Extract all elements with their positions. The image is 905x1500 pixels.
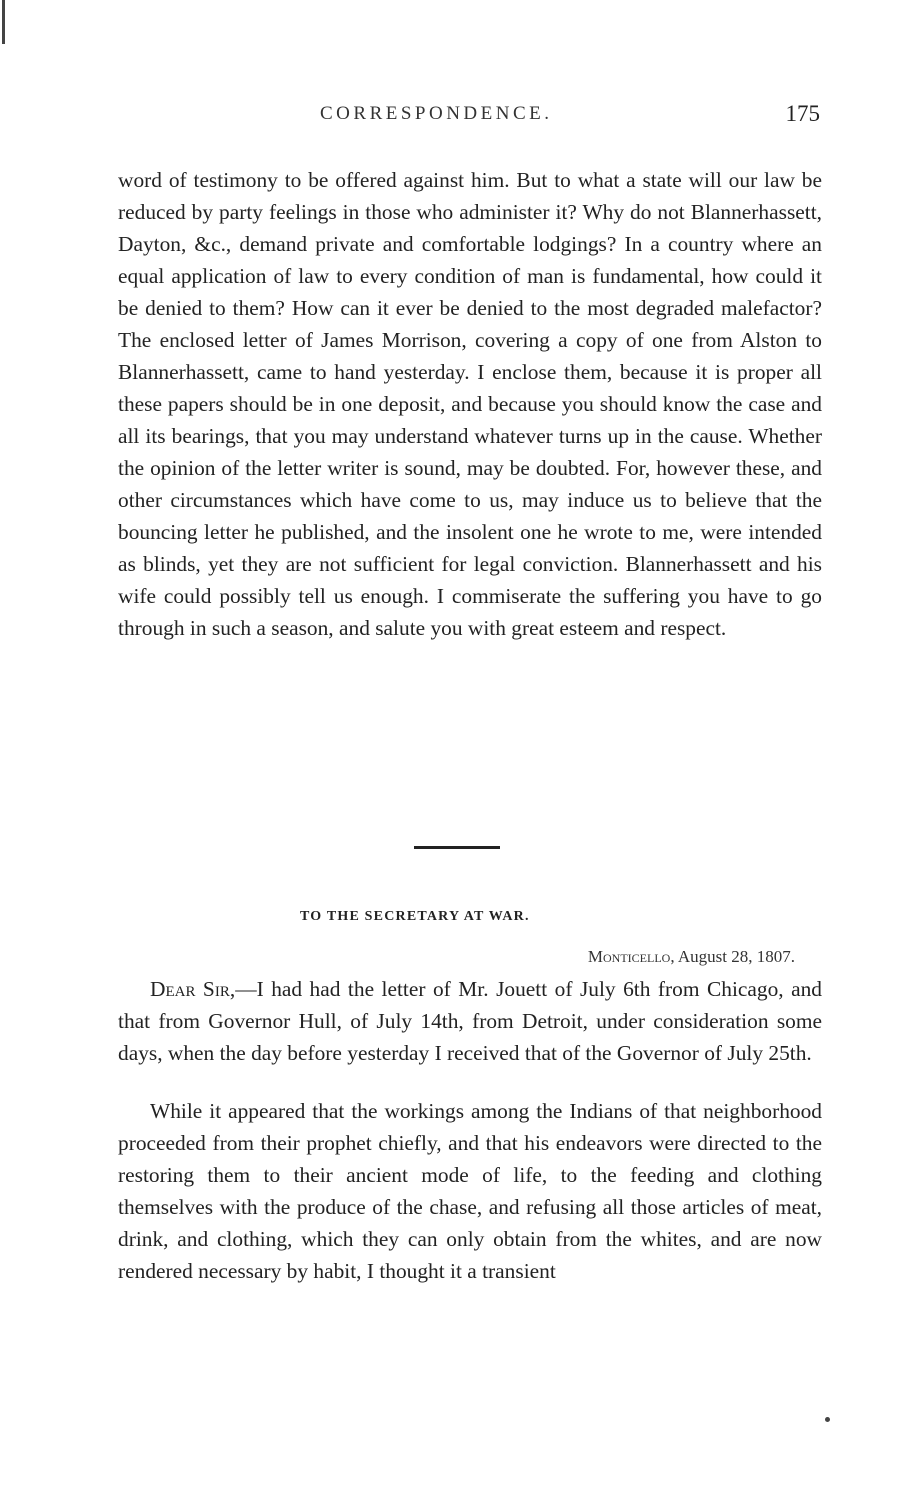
paragraph-text: ,—I had had the letter of Mr. Jouett of July 6th from Chicago, and that from Governor Hull, of July 14th, from Detroit, under consideration some days, when the day before yesterday I received that of the Governor of July 25th. [118, 977, 822, 1065]
letter-dateline [588, 947, 795, 967]
paragraph: While it appeared that the workings among the Indians of that neighborhood proceeded from their prophet chiefly, and that his endeavors were directed to the restoring them to their ancient mode of life, to the feeding and clothing themselves with the produce of the chase, and refusing all those articles of meat, drink, and clothing, which they can only obtain from the whites, and are now rendered necessary by habit, I thought it a transient [118, 1099, 822, 1283]
paragraph [118, 973, 822, 1069]
paragraph: word of testimony to be offered against him. But to what a state will our law be reduced by party feelings in those who administer it? Why do not Blannerhassett, Dayton, &c., demand private and comfortable lodgings? In a country where an equal application of law to every condition of man is fundamental, how could it be denied to them? How can it ever be denied to the most degraded malefactor? The enclosed letter of James Morrison, covering a copy of one from Alston to Blannerhassett, came to hand yesterday. I enclose them, because it is proper all these papers should be in one deposit, and because you should know the case and all its bearings, that you may understand whatever turns up in the cause. Whether the opinion of the letter writer is sound, may be doubted. For, however these, and other circumstances which have come to us, may induce us to believe that the bouncing letter he published, and the insolent one he wrote to me, were intended as blinds, yet they are not sufficient for legal conviction. Blannerhassett and his wife could possibly tell us enough. I commiserate the suffering you have to go through in such a season, and salute you with great esteem and respect. [118, 168, 822, 640]
binding-mark [2, 0, 5, 44]
section-divider [414, 846, 500, 849]
dateline-date: , August 28, 1807. [670, 947, 795, 966]
continued-letter-text [118, 164, 822, 644]
letter-paragraph-1 [118, 973, 822, 1069]
letter-paragraph-2 [118, 1095, 822, 1287]
salutation: Dear Sir [150, 977, 230, 1001]
letter-heading: TO THE SECRETARY AT WAR. [300, 909, 530, 924]
scan-speck [825, 1417, 830, 1422]
page-number: 175 [785, 101, 820, 126]
running-head: CORRESPONDENCE. [320, 103, 553, 124]
dateline-place: Monticello [587, 947, 671, 966]
page-header [258, 103, 820, 137]
